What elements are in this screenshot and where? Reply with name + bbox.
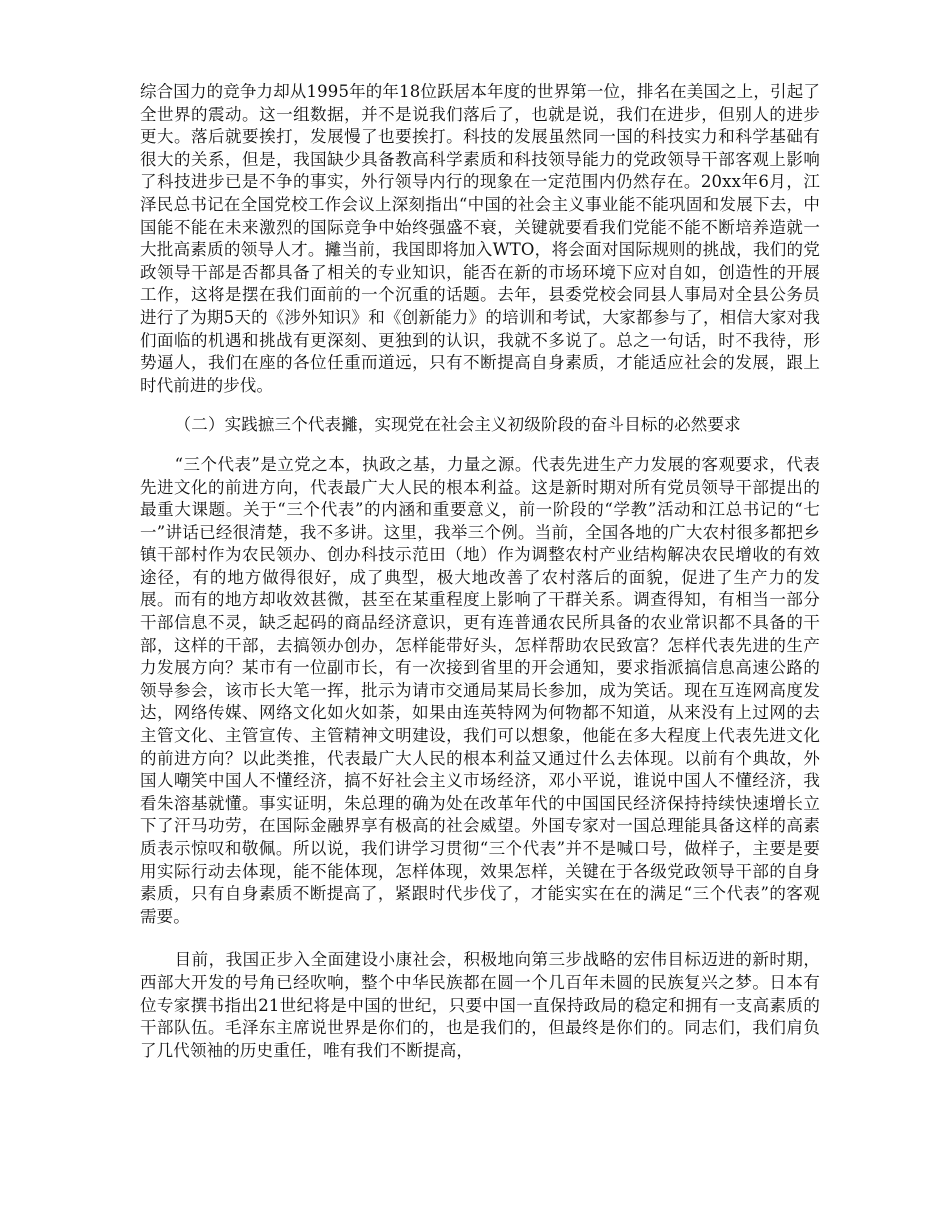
document-page bbox=[140, 81, 820, 1062]
body-paragraph-3: “三个代表”是立党之本，执政之基，力量之源。代表先进生产力发展的客观要求，代表先进文化的前进方向，代表最广大人民的根本利益。这是新时期对所有党员领导干部提出的最重大课题。关于“三个代表”的内涵和重要意义，前一阶段的“学教”活动和江总书记的“七一”讲话已经很清楚，我不多讲。这里，我举三个例。当前，全国各地的广大农村很多都把乡镇干部村作为农民领办、创办科技示范田（地）作为调整农村产业结构解决农民增收的有效途径，有的地方做得很好，成了典型，极大地改善了农村落后的面貌，促进了生产力的发展。而有的地方却收效甚微，甚至在某重程度上影响了干群关系。调查得知，有相当一部分干部信息不灵，缺乏起码的商品经济意识，更有连普通农民所具备的农业常识都不具备的干部，这样的干部，去搞领办创办，怎样能带好头，怎样帮助农民致富？怎样代表先进的生产力发展方向？某市有一位副市长，有一次接到省里的开会通知，要求指派搞信息高速公路的领导参会，该市长大笔一挥，批示为请市交通局某局长参加，成为笑话。现在互连网高度发达，网络传媒、网络文化如火如荼，如果由连英特网为何物都不知道，从来没有上过网的去主管文化、主管宣传、主管精神文明建设，我们可以想象，他能在多大程度上代表先进文化的前进方向？以此类推，代表最广大人民的根本利益又通过什么去体现。以前有个典故，外国人嘲笑中国人不懂经济，搞不好社会主义市场经济，邓小平说，谁说中国人不懂经济，我看朱溶基就懂。事实证明，朱总理的确为处在改革年代的中国国民经济保持持续快速增长立下了汗马功劳，在国际金融界享有极高的社会威望。外国专家对一国总理能具备这样的高素质表示惊叹和敬佩。所以说，我们讲学习贯彻“三个代表”并不是喊口号，做样子，主要是要用实际行动去体现，能不能体现，怎样体现，效果怎样，关键在于各级党政领导干部的自身素质，只有自身素质不断提高了，紧跟时代步伐了，才能实实在在的满足“三个代表”的客观需要。 bbox=[140, 454, 820, 926]
section-heading-2: （二）实践摭三个代表攡，实现党在社会主义初级阶段的奋斗目标的必然要求 bbox=[174, 415, 741, 435]
body-paragraph-4: 目前，我国正步入全面建设小康社会，积极地向第三步战略的宏伟目标迈进的新时期，西部大开发的号角已经吹响，整个中华民族都在圆一个几百年未圆的民族复兴之梦。日本有位专家撰书指出21世纪将是中国的世纪，只要中国一直保持政局的稳定和拥有一支高素质的干部队伍。毛泽东主席说世界是你们的，也是我们的，但最终是你们的。同志们，我们肩负了几代领袖的历史重任，唯有我们不断提高， bbox=[140, 950, 820, 1060]
body-paragraph-1: 综合国力的竞争力却从1995年的年18位跃居本年度的世界第一位，排名在美国之上，引起了全世界的震动。这一组数据，并不是说我们落后了，也就是说，我们在进步，但别人的进步更大。落后就要挨打，发展慢了也要挨打。科技的发展虽然同一国的科技实力和科学基础有很大的关系，但是，我国缺少具备教高科学素质和科技领导能力的党政领导干部客观上影响了科技进步已是不争的事实，外行领导内行的现象在一定范围内仍然存在。20xx年6月，江泽民总书记在全国党校工作会议上深刻指出“中国的社会主义事业能不能巩固和发展下去，中国能不能在未来激烈的国际竞争中始终强盛不衰，关键就要看我们党能不能不断培养造就一大批高素质的领导人才。攡当前，我国即将加入WTO，将会面对国际规则的挑战，我们的党政领导干部是否都具备了相关的专业知识，能否在新的市场环境下应对自如，创造性的开展工作，这将是摆在我们面前的一个沉重的话题。去年，县委党校会同县人事局对全县公务员进行了为期5天的《涉外知识》和《创新能力》的培训和考试，大家都参与了，相信大家对我们面临的机遇和挑战有更深刻、更独到的认识，我就不多说了。总之一句话，时不我待，形势逼人，我们在座的各位任重而道远，只有不断提高自身素质，才能适应社会的发展，跟上时代前进的步伐。 bbox=[140, 82, 820, 395]
